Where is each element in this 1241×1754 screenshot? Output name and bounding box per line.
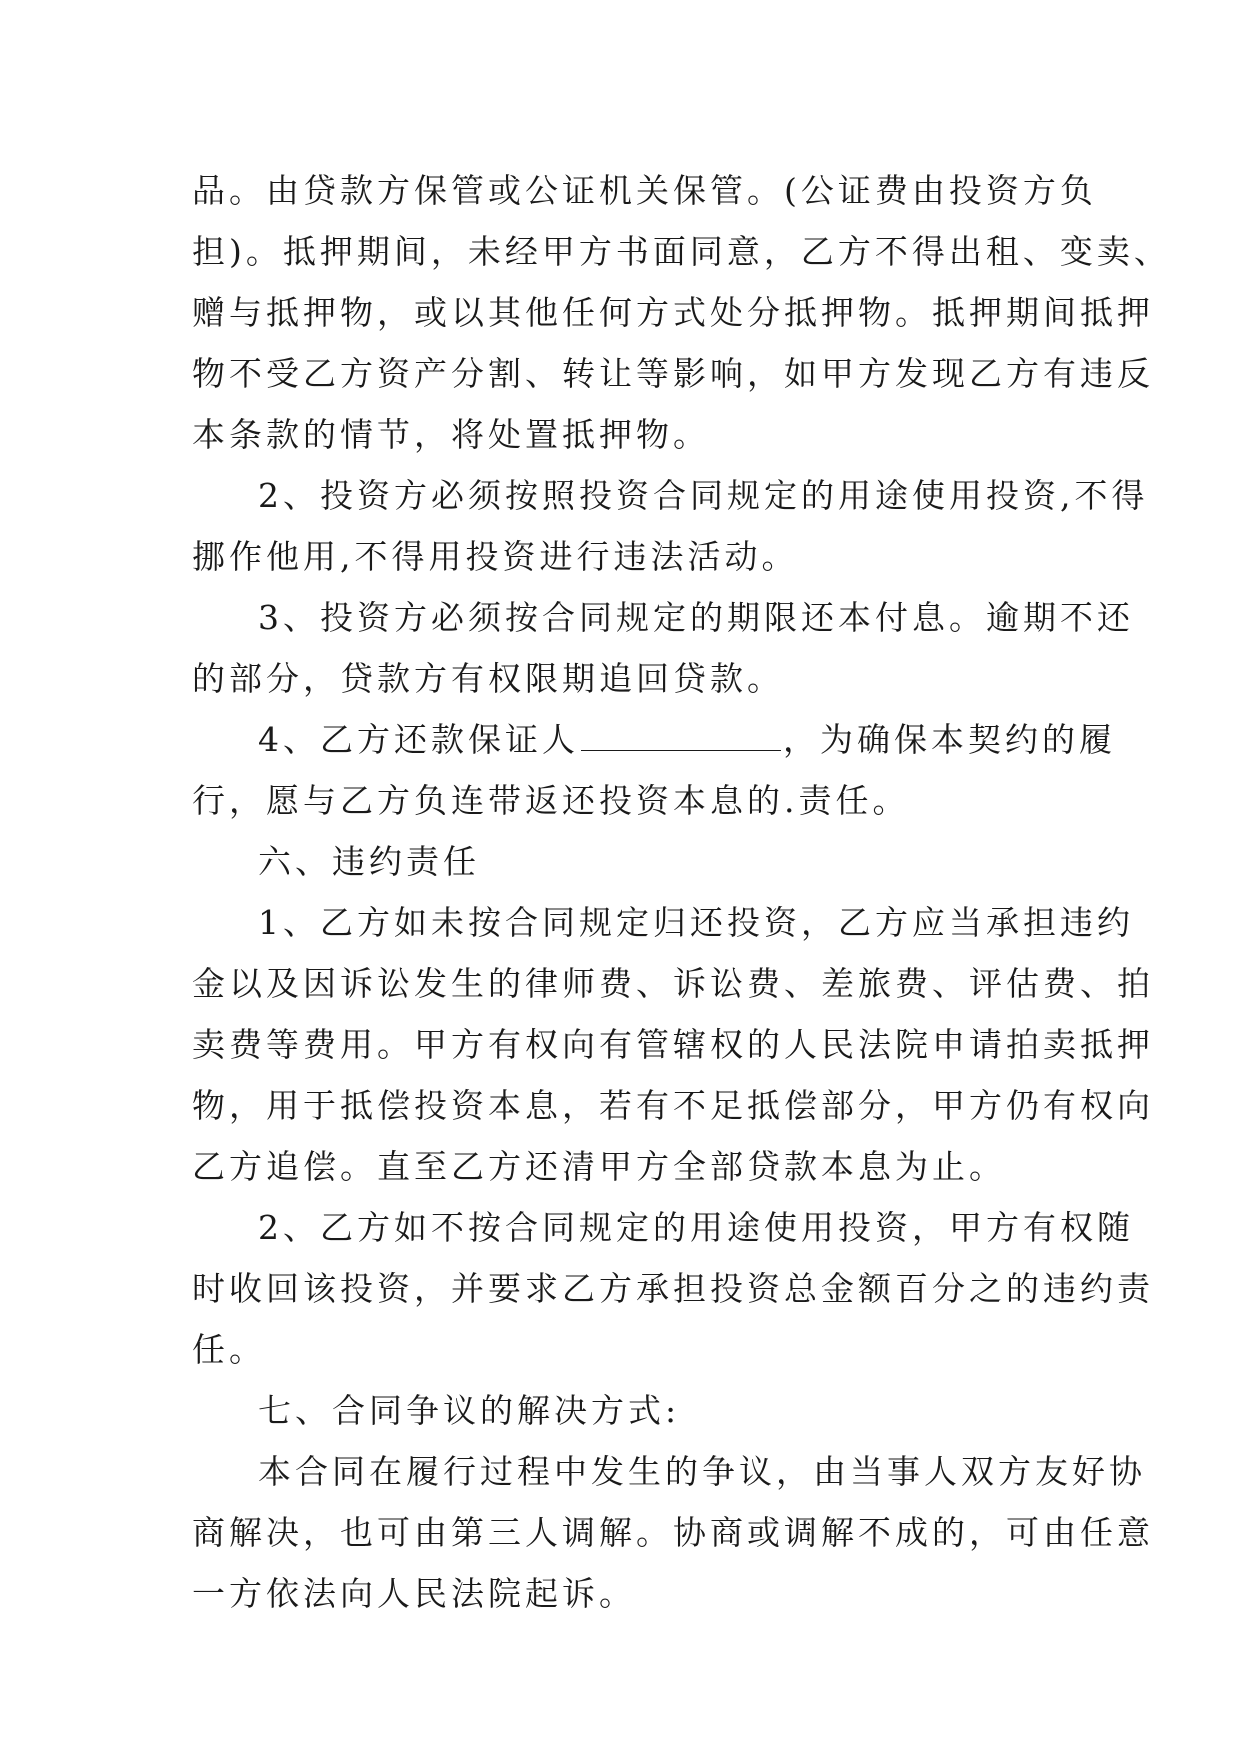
text-line: 品。由贷款方保管或公证机关保管。(公证费由投资方负 bbox=[192, 171, 1097, 210]
paragraph-clause-3 bbox=[192, 587, 1134, 709]
guarantor-label-continued: ，为确保本契约的履 bbox=[783, 720, 1116, 759]
text-line: 赠与抵押物，或以其他任何方式处分抵押物。抵押期间抵押 bbox=[192, 293, 1154, 332]
text-line: 一方依法向人民法院起诉。 bbox=[192, 1574, 636, 1613]
text-line: 的部分，贷款方有权限期追回贷款。 bbox=[192, 659, 784, 698]
text-line: 行，愿与乙方负连带返还投资本息的.责任。 bbox=[192, 781, 910, 820]
text-line: 1、乙方如未按合同规定归还投资，乙方应当承担违约 bbox=[258, 903, 1134, 942]
text-line: 任。 bbox=[192, 1330, 266, 1369]
text-line: 挪作他用,不得用投资进行违法活动。 bbox=[192, 537, 799, 576]
document-body bbox=[192, 160, 1171, 1624]
text-line: 本条款的情节，将处置抵押物。 bbox=[192, 415, 710, 454]
text-line: 3、投资方必须按合同规定的期限还本付息。逾期不还 bbox=[258, 598, 1134, 637]
paragraph-dispute-resolution bbox=[192, 1441, 1154, 1624]
section-heading: 七、合同争议的解决方式: bbox=[258, 1391, 681, 1430]
section-heading-dispute bbox=[192, 1380, 1072, 1441]
text-line: 时收回该投资，并要求乙方承担投资总金额百分之的违约责 bbox=[192, 1269, 1154, 1308]
text-line: 金以及因诉讼发生的律师费、诉讼费、差旅费、评估费、拍 bbox=[192, 964, 1154, 1003]
paragraph-clause-4 bbox=[192, 709, 1116, 831]
section-heading: 六、违约责任 bbox=[258, 842, 480, 881]
paragraph-breach-1 bbox=[192, 892, 1154, 1197]
paragraph-clause-2 bbox=[192, 465, 1149, 587]
text-line: 2、投资方必须按照投资合同规定的用途使用投资,不得 bbox=[258, 476, 1149, 515]
text-line: 物不受乙方资产分割、转让等影响，如甲方发现乙方有违反 bbox=[192, 354, 1154, 393]
text-line: 商解决，也可由第三人调解。协商或调解不成的，可由任意 bbox=[192, 1513, 1154, 1552]
text-line: 本合同在履行过程中发生的争议，由当事人双方友好协 bbox=[258, 1452, 1146, 1491]
text-line: 乙方追偿。直至乙方还清甲方全部贷款本息为止。 bbox=[192, 1147, 1006, 1186]
text-line: 物，用于抵偿投资本息，若有不足抵偿部分，甲方仍有权向 bbox=[192, 1086, 1154, 1125]
paragraph-breach-2 bbox=[192, 1197, 1154, 1380]
text-line: 2、乙方如不按合同规定的用途使用投资，甲方有权随 bbox=[258, 1208, 1134, 1247]
paragraph-collateral-terms bbox=[192, 160, 1171, 465]
text-line: 卖费等费用。甲方有权向有管辖权的人民法院申请拍卖抵押 bbox=[192, 1025, 1154, 1064]
text-line: 担)。抵押期间，未经甲方书面同意，乙方不得出租、变卖、 bbox=[192, 232, 1171, 271]
guarantor-label: 4、乙方还款保证人 bbox=[258, 720, 579, 759]
section-heading-breach bbox=[192, 831, 1072, 892]
guarantor-blank-line bbox=[581, 720, 781, 751]
text-line bbox=[192, 709, 1116, 770]
